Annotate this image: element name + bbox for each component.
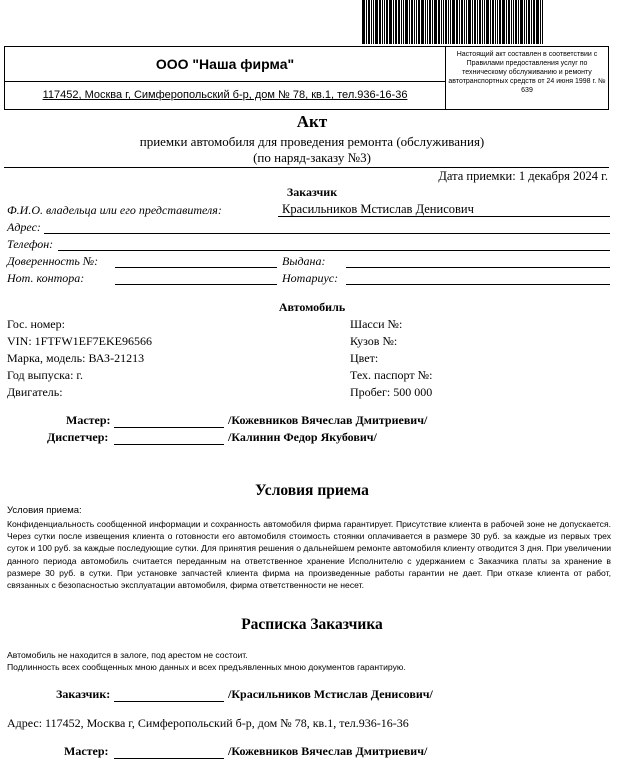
barcode-bar — [373, 0, 374, 44]
receipt-customer-sign-line — [114, 701, 224, 702]
issued-underline — [346, 267, 610, 268]
address-underline — [44, 233, 610, 234]
act-title: Акт — [296, 112, 328, 131]
car-mileage: Пробег: 500 000 — [350, 385, 433, 399]
barcode-bar — [518, 0, 519, 44]
barcode-bar — [393, 0, 394, 44]
dispatcher-name: /Калинин Федор Якубович/ — [228, 430, 377, 444]
barcode-bar — [427, 0, 428, 44]
car-vin: VIN: 1FTFW1EF7EKE96566 — [7, 334, 152, 348]
barcode-bar — [461, 0, 463, 44]
receipt-master-sign-line — [114, 758, 224, 759]
barcode-bar — [411, 0, 413, 44]
car-plate: Гос. номер: — [7, 317, 65, 331]
barcode-bar — [531, 0, 532, 44]
barcode-bar — [515, 0, 517, 44]
barcode-bar — [536, 0, 539, 44]
owner-underline — [278, 216, 610, 217]
barcode-bar — [464, 0, 465, 44]
address-label: Адрес: — [7, 220, 41, 234]
barcode-bar — [472, 0, 473, 44]
barcode-bar — [416, 0, 417, 44]
barcode-bar — [540, 0, 541, 44]
barcode — [362, 0, 612, 44]
barcode-bar — [366, 0, 367, 44]
company-block — [5, 47, 446, 109]
barcode-bar — [362, 0, 365, 44]
barcode-bar — [477, 0, 478, 44]
barcode-bar — [459, 0, 460, 44]
barcode-bar — [432, 0, 433, 44]
barcode-bar — [520, 0, 523, 44]
phone-underline — [58, 250, 610, 251]
barcode-bar — [490, 0, 491, 44]
car-color: Цвет: — [350, 351, 379, 365]
dispatcher-label: Диспетчер: — [47, 430, 109, 444]
master-label: Мастер: — [66, 413, 111, 427]
issued-label: Выдана: — [282, 254, 326, 268]
notary-office-underline — [115, 284, 277, 285]
barcode-bar — [448, 0, 449, 44]
barcode-bar — [492, 0, 494, 44]
barcode-bar — [368, 0, 370, 44]
barcode-bar — [438, 0, 440, 44]
barcode-bar — [405, 0, 408, 44]
barcode-bar — [395, 0, 397, 44]
barcode-bar — [425, 0, 426, 44]
barcode-bar — [528, 0, 530, 44]
barcode-bar — [474, 0, 476, 44]
receipt-heading: Расписка Заказчика — [241, 616, 383, 633]
barcode-bar — [499, 0, 501, 44]
act-order: (по наряд-заказу №3) — [253, 150, 371, 165]
notary-underline — [346, 284, 610, 285]
company-name: ООО "Наша фирма" — [5, 47, 445, 82]
barcode-bar — [479, 0, 481, 44]
barcode-bar — [513, 0, 514, 44]
barcode-bar — [497, 0, 498, 44]
barcode-bar — [429, 0, 431, 44]
owner-value: Красильников Мстислав Денисович — [282, 202, 474, 216]
barcode-bar — [495, 0, 496, 44]
barcode-bar — [382, 0, 383, 44]
barcode-bar — [456, 0, 458, 44]
car-body: Кузов №: — [350, 334, 398, 348]
owner-label: Ф.И.О. владельца или его представителя: — [7, 203, 222, 217]
receipt-line-2: Подлинность всех сообщенных мною данных и всех предъявленных мною документов гарантирую. — [7, 662, 406, 672]
conditions-intro: Условия приема: — [7, 505, 82, 516]
divider — [4, 167, 609, 168]
receipt-customer-name: /Красильников Мстислав Денисович/ — [228, 687, 433, 701]
barcode-bar — [533, 0, 535, 44]
car-chassis: Шасси №: — [350, 317, 403, 331]
phone-label: Телефон: — [7, 237, 54, 251]
header-box — [4, 46, 609, 110]
barcode-bar — [484, 0, 485, 44]
barcode-bar — [486, 0, 489, 44]
barcode-bar — [434, 0, 437, 44]
barcode-bar — [526, 0, 527, 44]
dispatcher-sign-line — [114, 444, 224, 445]
barcode-bar — [542, 0, 543, 44]
proxy-underline — [115, 267, 277, 268]
master-name: /Кожевников Вячеслав Дмитриевич/ — [228, 413, 428, 427]
car-passport: Тех. паспорт №: — [350, 368, 433, 382]
barcode-bar — [468, 0, 471, 44]
barcode-bar — [403, 0, 404, 44]
barcode-bar — [445, 0, 447, 44]
receipt-master-label: Мастер: — [64, 744, 109, 758]
barcode-bar — [386, 0, 388, 44]
notary-office-label: Нот. контора: — [7, 271, 85, 285]
car-year: Год выпуска: г. — [7, 368, 83, 382]
barcode-bar — [414, 0, 415, 44]
barcode-bar — [482, 0, 483, 44]
acceptance-date: Дата приемки: 1 декабря 2024 г. — [438, 169, 608, 183]
receipt-master-name: /Кожевников Вячеслав Дмитриевич/ — [228, 744, 428, 758]
notary-label: Нотариус: — [282, 271, 339, 285]
barcode-bar — [452, 0, 455, 44]
receipt-address: Адрес: 117452, Москва г, Симферопольский б-р, дом № 78, кв.1, тел.936-16-36 — [7, 716, 409, 730]
barcode-bar — [508, 0, 510, 44]
conditions-heading: Условия приема — [255, 482, 369, 499]
car-model: Марка, модель: ВАЗ-21213 — [7, 351, 145, 365]
barcode-bar — [398, 0, 400, 44]
proxy-label: Доверенность №: — [7, 254, 99, 268]
barcode-bar — [450, 0, 451, 44]
barcode-bar — [524, 0, 525, 44]
master-sign-line — [114, 427, 224, 428]
barcode-bar — [441, 0, 442, 44]
regulation-note: Настоящий акт составлен в соответствии с Правилами предоставления услуг по техническому обслуживанию и ремонту автотранспортных средств от 24 июня 1998 г. № 639 — [448, 51, 606, 94]
barcode-bar — [502, 0, 505, 44]
car-heading: Автомобиль — [278, 300, 346, 314]
customer-heading: Заказчик — [286, 185, 338, 199]
barcode-bar — [466, 0, 467, 44]
barcode-bar — [421, 0, 424, 44]
barcode-bar — [375, 0, 378, 44]
barcode-bar — [389, 0, 392, 44]
receipt-customer-label: Заказчик: — [56, 687, 111, 701]
barcode-bar — [371, 0, 372, 44]
receipt-line-1: Автомобиль не находится в залоге, под арестом не состоит. — [7, 650, 248, 660]
company-address-text: 117452, Москва г, Симферопольский б-р, дом № 78, кв.1, тел.936-16-36 — [42, 89, 408, 101]
act-subtitle: приемки автомобиля для проведения ремонта (обслуживания) — [139, 134, 485, 149]
barcode-bar — [418, 0, 420, 44]
barcode-bar — [506, 0, 507, 44]
barcode-bar — [379, 0, 381, 44]
conditions-text: Конфиденциальность сообщенной информации и сохранность автомобиля фирма гарантирует. Присутствие клиента в рабочей зоне не допускается. Через сутки после извещения клиента о готовности его автомобиля стоимость стоянки оплачивается в размере 30 руб. за каждые из первых трех суток и 100 руб. за каждые последующие сутки. Для принятия решения о дальнейшем ремонте автомобиля клиенту отводится 3 дня. При увеличении данного периода автомобиль считается переданным на ответственное хранение Исполнителю с удержанием с Заказчика платы за хранение в размере 30 руб. в сутки. При установке запчастей клиента фирма на произведенные работы гарантии не дает. При отказе клиента от работ, связанных с безопасностью эксплуатации автомобиля, фирма ответственности не несет. — [7, 519, 611, 591]
barcode-bar — [401, 0, 402, 44]
barcode-bar — [409, 0, 410, 44]
car-engine: Двигатель: — [7, 385, 63, 399]
barcode-bar — [443, 0, 444, 44]
company-address — [5, 82, 445, 109]
barcode-bar — [511, 0, 512, 44]
barcode-bar — [384, 0, 385, 44]
